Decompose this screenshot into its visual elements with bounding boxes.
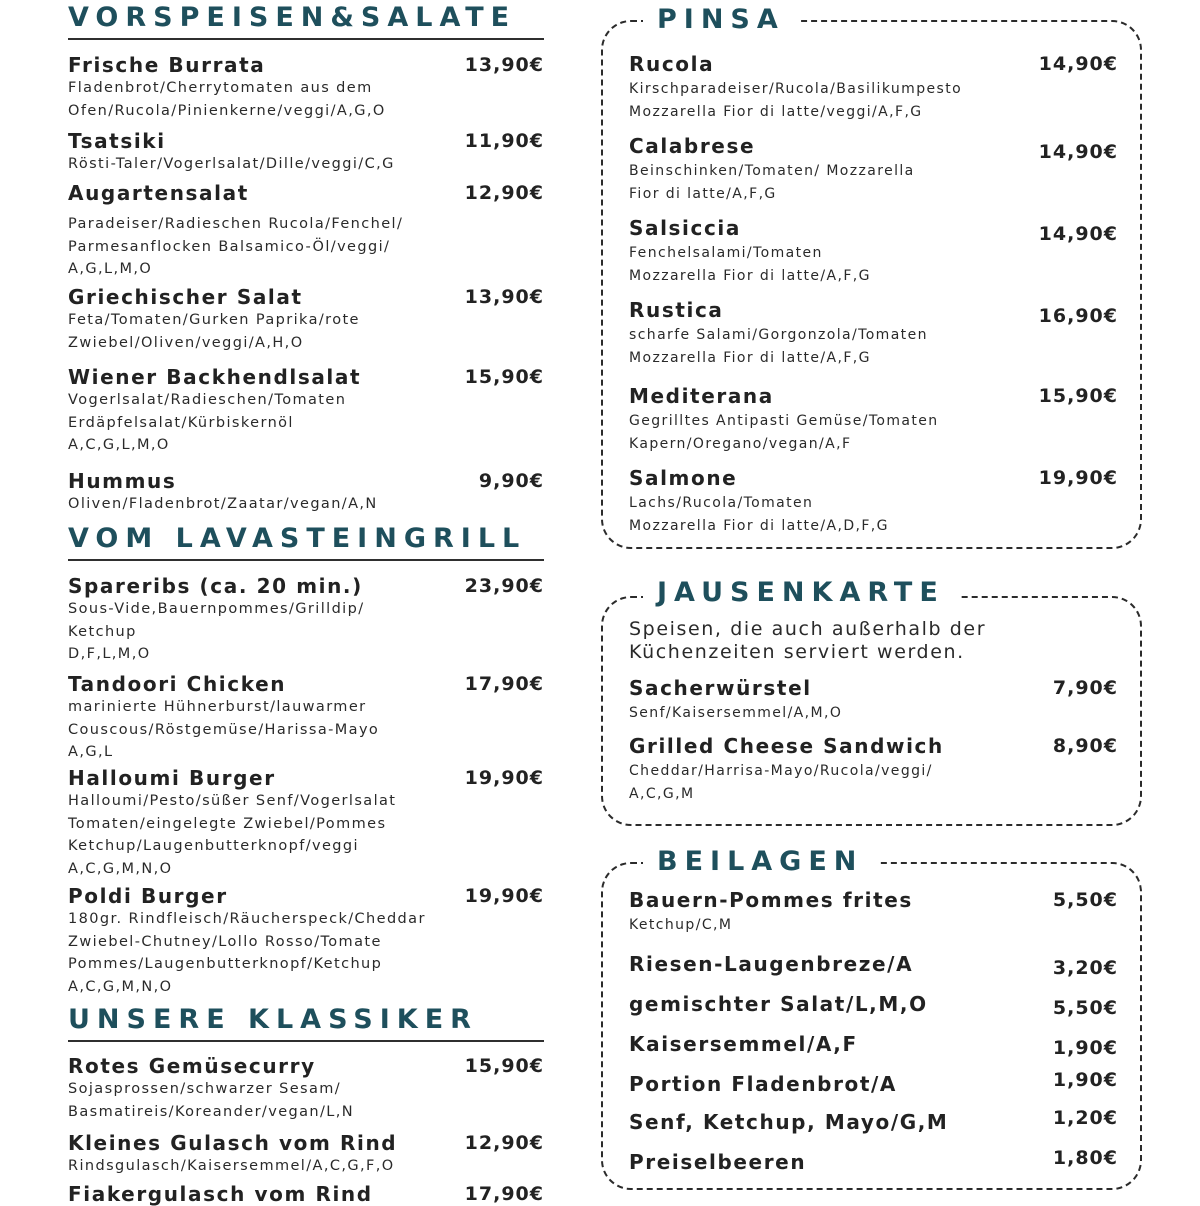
menu-item-rustica [629, 298, 1118, 369]
item-name: Halloumi Burger [68, 766, 276, 790]
item-description: Vogerlsalat/Radieschen/Tomaten Erdäpfelsalat/Kürbiskernöl A,C,G,L,M,O [68, 392, 347, 453]
menu-item-calabrese [629, 134, 1118, 205]
menu-item-salmone [629, 466, 1118, 537]
item-description: Fladenbrot/Cherrytomaten aus dem Ofen/Rucola/Pinienkerne/veggi/A,G,O [68, 80, 386, 119]
jausenkarte-box [601, 596, 1142, 826]
item-price: 19,90€ [464, 885, 544, 907]
menu-item-halloumi-burger [68, 766, 544, 880]
item-price: 5,50€ [1052, 889, 1118, 911]
item-price: 1,90€ [1052, 1037, 1118, 1059]
item-name: gemischter Salat/L,M,O [629, 992, 928, 1016]
item-price: 5,50€ [1052, 997, 1118, 1019]
item-name: Augartensalat [68, 181, 249, 205]
menu-item-griechischer-salat [68, 285, 544, 354]
item-name: Poldi Burger [68, 884, 228, 908]
jausenkarte-note: Speisen, die auch außerhalb der Küchenzeiten serviert werden. [629, 618, 987, 663]
item-price: 1,90€ [1052, 1069, 1118, 1091]
menu-item-augartensalat [68, 181, 544, 281]
menu-item-saucen [629, 1107, 1118, 1134]
menu-item-tandoori-chicken [68, 672, 544, 764]
item-price: 12,90€ [464, 182, 544, 204]
item-description: Kirschparadeiser/Rucola/Basilikumpesto Mozzarella Fior di latte/veggi/A,F,G [629, 81, 963, 120]
section-lavasteingrill [68, 523, 544, 561]
item-price: 14,90€ [1038, 223, 1118, 245]
menu-item-spareribs [68, 574, 544, 666]
item-price: 13,90€ [464, 286, 544, 308]
item-name: Sacherwürstel [629, 676, 812, 700]
item-description: Senf/Kaisersemmel/A,M,O [629, 705, 843, 721]
item-description: Beinschinken/Tomaten/ Mozzarella Fior di latte/A,F,G [629, 163, 915, 202]
item-description: Rindsgulasch/Kaisersemmel/A,C,G,F,O [68, 1158, 395, 1174]
item-name: Grilled Cheese Sandwich [629, 734, 944, 758]
menu-item-rucola [629, 52, 1118, 123]
section-title-jausenkarte: JAUSENKARTE [643, 576, 959, 610]
item-description: Gegrilltes Antipasti Gemüse/Tomaten Kapern/Oregano/vegan/A,F [629, 413, 939, 452]
menu-item-fladenbrot [629, 1069, 1118, 1096]
pinsa-box [601, 20, 1142, 549]
item-description: Sous-Vide,Bauernpommes/Grilldip/ Ketchup D,F,L,M,O [68, 601, 365, 662]
item-description: scharfe Salami/Gorgonzola/Tomaten Mozzarella Fior di latte/A,F,G [629, 327, 928, 366]
item-description: Feta/Tomaten/Gurken Paprika/rote Zwiebel/Oliven/veggi/A,H,O [68, 312, 360, 351]
item-name: Fiakergulasch vom Rind [68, 1182, 373, 1206]
item-name: Spareribs (ca. 20 min.) [68, 574, 363, 598]
item-description: 180gr. Rindfleisch/Räucherspeck/Cheddar Zwiebel-Chutney/Lollo Rosso/Tomate Pommes/Laugenbutterknopf/Ketchup A,C,G,M,N,O [68, 911, 426, 995]
item-price: 16,90€ [1038, 305, 1118, 327]
menu-item-kaisersemmel [629, 1032, 1118, 1059]
section-vorspeisen [68, 2, 544, 40]
item-name: Kaisersemmel/A,F [629, 1032, 858, 1056]
item-price: 8,90€ [1052, 735, 1118, 757]
item-name: Tandoori Chicken [68, 672, 287, 696]
menu-item-hummus [68, 469, 544, 516]
jausenkarte-items [629, 618, 1118, 802]
item-price: 9,90€ [478, 470, 544, 492]
item-price: 3,20€ [1052, 957, 1118, 979]
item-price: 15,90€ [1038, 385, 1118, 407]
item-name: Riesen-Laugenbreze/A [629, 952, 914, 976]
menu-item-mediterana [629, 384, 1118, 455]
item-price: 19,90€ [464, 767, 544, 789]
menu-item-sacherwuerstel [629, 676, 1118, 725]
item-price: 12,90€ [464, 1132, 544, 1154]
menu-item-preiselbeeren [629, 1147, 1118, 1174]
item-description: Rösti-Taler/Vogerlsalat/Dille/veggi/C,G [68, 156, 395, 172]
item-description: Halloumi/Pesto/süßer Senf/Vogerlsalat Tomaten/eingelegte Zwiebel/Pommes Ketchup/Laugenbutterknopf/veggi A,C,G,M,N,O [68, 793, 397, 877]
item-name: Salmone [629, 466, 738, 490]
item-name: Griechischer Salat [68, 285, 303, 309]
beilagen-box [601, 862, 1142, 1190]
item-price: 14,90€ [1038, 53, 1118, 75]
menu-item-salsiccia [629, 216, 1118, 287]
item-price: 15,90€ [464, 1055, 544, 1077]
section-divider [68, 38, 544, 40]
section-title-vorspeisen: VORSPEISEN&SALATE [68, 2, 517, 33]
menu-item-poldi-burger [68, 884, 544, 998]
menu-item-gemischter-salat [629, 992, 1118, 1019]
item-price: 15,90€ [464, 366, 544, 388]
item-price: 23,90€ [464, 575, 544, 597]
item-price: 7,90€ [1052, 677, 1118, 699]
item-price: 1,80€ [1052, 1147, 1118, 1169]
item-description: Oliven/Fladenbrot/Zaatar/vegan/A,N [68, 496, 378, 512]
item-description: Ketchup/C,M [629, 917, 733, 933]
item-price: 11,90€ [464, 130, 544, 152]
item-description: Cheddar/Harrisa-Mayo/Rucola/veggi/ A,C,G,M [629, 763, 933, 802]
menu-item-frische-burrata [68, 53, 544, 122]
menu-item-kleines-gulasch [68, 1131, 544, 1178]
item-name: Salsiccia [629, 216, 741, 240]
section-klassiker [68, 1004, 544, 1042]
item-name: Mediterana [629, 384, 774, 408]
menu-item-laugenbreze [629, 952, 1118, 979]
item-name: Rustica [629, 298, 724, 322]
section-title-beilagen: BEILAGEN [643, 845, 877, 879]
item-price: 14,90€ [1038, 141, 1118, 163]
section-title-pinsa: PINSA [643, 3, 799, 37]
menu-item-grilled-cheese [629, 734, 1118, 805]
item-name: Frische Burrata [68, 53, 266, 77]
menu-item-wiener-backhendlsalat [68, 365, 544, 457]
item-name: Portion Fladenbrot/A [629, 1072, 898, 1096]
item-price: 13,90€ [464, 54, 544, 76]
menu-item-bauern-pommes [629, 888, 1118, 937]
item-name: Rotes Gemüsecurry [68, 1054, 316, 1078]
item-description: marinierte Hühnerburst/lauwarmer Couscous/Röstgemüse/Harissa-Mayo A,G,L [68, 699, 380, 760]
item-description: Paradeiser/Radieschen Rucola/Fenchel/ Parmesanflocken Balsamico-Öl/veggi/ A,G,L,M,O [68, 216, 404, 277]
item-price: 1,20€ [1052, 1107, 1118, 1129]
item-name: Tsatsiki [68, 129, 166, 153]
section-divider [68, 559, 544, 561]
section-title-lavasteingrill: VOM LAVASTEINGRILL [68, 523, 527, 554]
item-price: 19,90€ [1038, 467, 1118, 489]
section-title-klassiker: UNSERE KLASSIKER [68, 1004, 478, 1035]
item-name: Bauern-Pommes frites [629, 888, 913, 912]
item-description: Sojasprossen/schwarzer Sesam/ Basmatireis/Koreander/vegan/L,N [68, 1081, 355, 1120]
item-description: Fenchelsalami/Tomaten Mozzarella Fior di latte/A,F,G [629, 245, 871, 284]
section-divider [68, 1040, 544, 1042]
item-price: 17,90€ [464, 1183, 544, 1205]
item-name: Rucola [629, 52, 715, 76]
menu-item-tsatsiki [68, 129, 544, 176]
item-description: Lachs/Rucola/Tomaten Mozzarella Fior di latte/A,D,F,G [629, 495, 889, 534]
menu-item-fiakergulasch [68, 1182, 544, 1206]
menu-item-rotes-gemuesecurry [68, 1054, 544, 1123]
item-price: 17,90€ [464, 673, 544, 695]
item-name: Wiener Backhendlsalat [68, 365, 362, 389]
item-name: Preiselbeeren [629, 1150, 807, 1174]
item-name: Senf, Ketchup, Mayo/G,M [629, 1110, 949, 1134]
item-name: Kleines Gulasch vom Rind [68, 1131, 398, 1155]
item-name: Calabrese [629, 134, 756, 158]
item-name: Hummus [68, 469, 177, 493]
